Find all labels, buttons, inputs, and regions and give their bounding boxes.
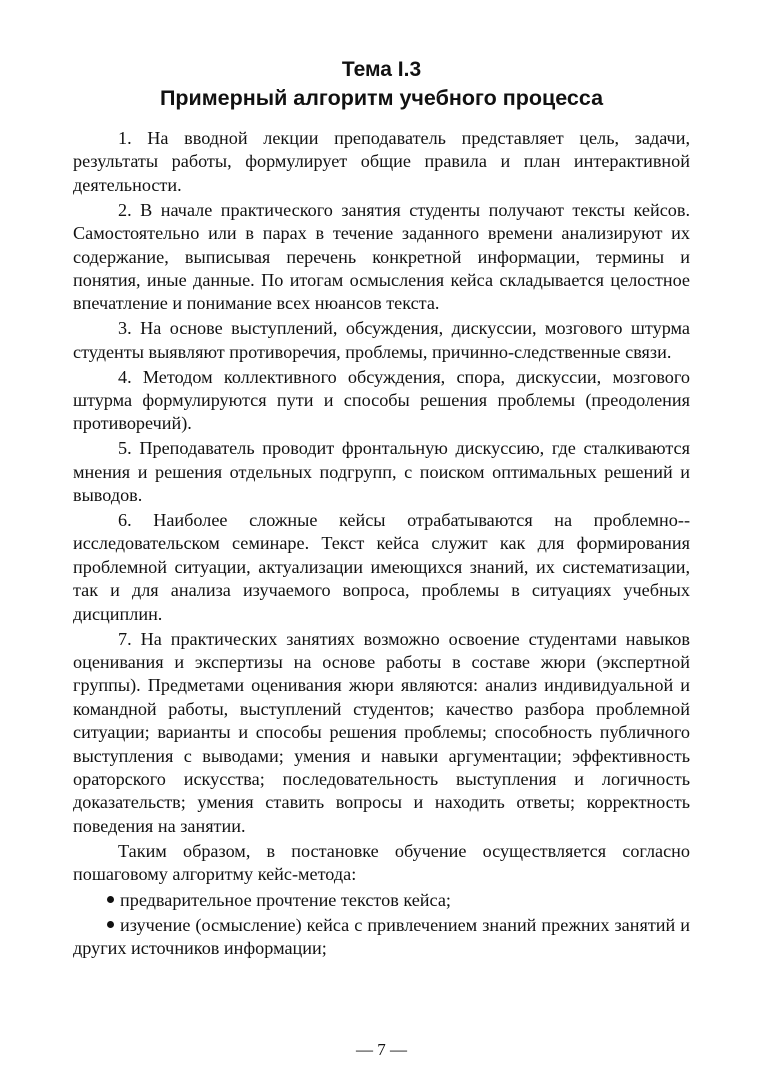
paragraph-conclusion: Таким образом, в постановке обучение осуществляется согласно пошаговому алгоритму кейс-метода: — [73, 840, 690, 885]
page-title: Примерный алгоритм учебного процесса — [159, 86, 604, 110]
paragraph-3: 3. На основе выступлений, обсуждения, дискуссии, мозгового штурма студенты выявляют противоречия, проблемы, причинно-следственные связи. — [73, 318, 690, 362]
bullet-text: изучение (осмысление) кейса с привлечением знаний прежних занятий и других источников информации; — [73, 914, 690, 959]
paragraph-7: 7. На практических занятиях возможно освоение студентами навыков оценивания и экспертизы на основе работы в составе жюри (экспертной группы). Предметами оценивания жюри являются: анализ индивидуальной и командной работы, выступлений студентов; качество разбора проблемной ситуации; варианты и способы решения проблемы; способность публичного выступления с выводами; умения и навыки аргументации; эффективность ораторского искусства; последовательность выступления и логичность доказательств; умения ставить вопросы и находить ответы; корректность поведения на занятии. — [73, 628, 690, 836]
bullet-item — [73, 914, 690, 961]
body-text — [73, 127, 690, 961]
bullet-icon — [107, 921, 114, 928]
paragraph-4: 4. Методом коллективного обсуждения, спора, дискуссии, мозгового штурма формулируются пути и способы решения проблемы (преодоления противоречий). — [73, 366, 690, 434]
book-page — [73, 55, 690, 961]
page-number: — 7 — — [356, 1040, 407, 1059]
bullet-item — [73, 889, 690, 912]
paragraph-5: 5. Преподаватель проводит фронтальную дискуссию, где сталкиваются мнения и решения отдельных подгрупп, с поиском оптимальных решений и выводов. — [73, 438, 690, 506]
bullet-text: предварительное прочтение текстов кейса; — [120, 889, 451, 910]
paragraph-1: 1. На вводной лекции преподаватель представляет цель, задачи, результаты работы, формулирует общие правила и план интерактивной деятельности. — [73, 128, 690, 195]
paragraph-2: 2. В начале практического занятия студенты получают тексты кейсов. Самостоятельно или в парах в течение заданного времени анализируют их содержание, выписывая перечень конкретной информации, термины и понятия, иные данные. По итогам осмысления кейса складывается целостное впечатление и понимание всех нюансов текста. — [73, 199, 690, 314]
paragraph-6: 6. Наиболее сложные кейсы отрабатываются на проблемно-исследовательском семинаре. Текст кейса служит как для формирования проблемной ситуации, актуализации имеющихся знаний, их систематизации, так и для анализа изучаемого вопроса, проблемы в ситуациях учебных дисциплин. — [73, 510, 690, 624]
section-heading — [73, 55, 690, 113]
topic-number: Тема I.3 — [341, 58, 422, 81]
bullet-icon — [107, 896, 114, 903]
